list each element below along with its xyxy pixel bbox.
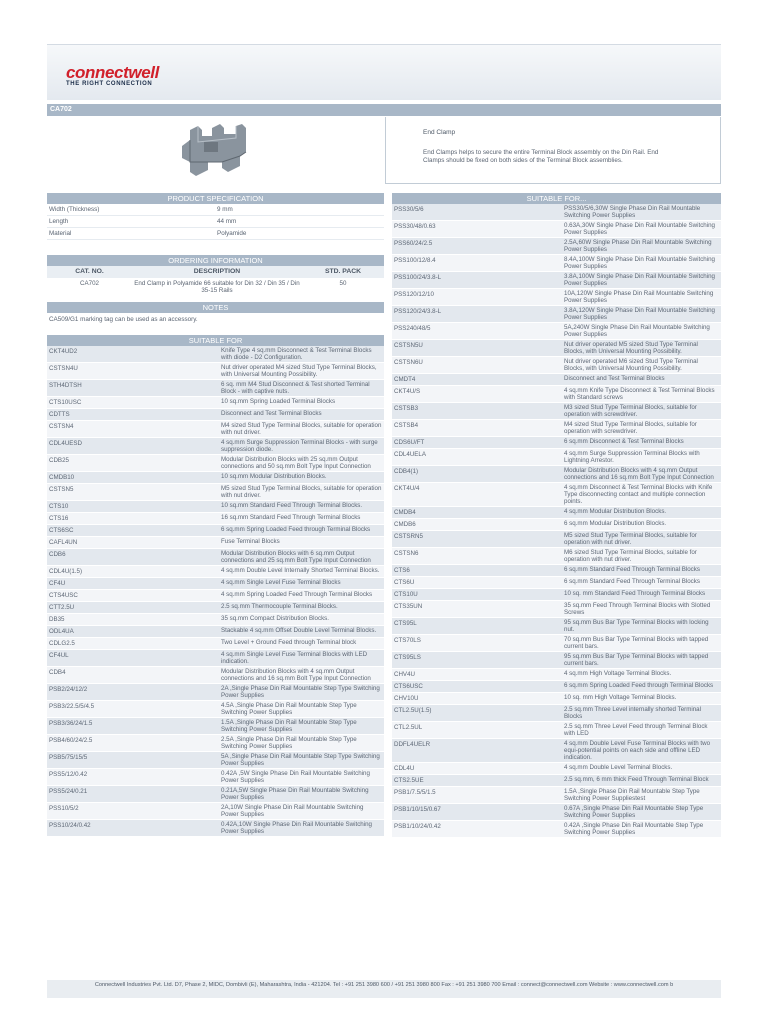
product-row: [392, 681, 721, 693]
product-description: 4 sq.mm Modular Distribution Blocks.: [564, 508, 667, 515]
product-code: CTT2.5U: [49, 604, 75, 611]
product-code: CSTSN5U: [394, 342, 423, 349]
col-std-pack: STD. PACK: [324, 268, 362, 275]
product-row: [47, 409, 384, 421]
product-description: 2A ,Single Phase Din Rail Mountable Step Type Switching Power Supplies: [221, 685, 380, 699]
product-row: [392, 221, 721, 238]
product-description: 0.42A ,Single Phase Din Rail Mountable Step Type Switching Power Supplies: [564, 822, 704, 836]
product-description: 10 sq.mm Modular Distribution Blocks.: [221, 473, 327, 480]
product-description: 6 sq.mm Spring Loaded Feed through Terminal Blocks: [564, 682, 714, 689]
product-description: 70 sq.mm Bus Bar Type Terminal Blocks with tapped current bars.: [564, 636, 709, 650]
product-description: 4 sq.mm Knife Type Disconnect & Test Terminal Blocks with Standard screws: [564, 387, 715, 401]
product-description: 4 sq.mm Surge Suppression Terminal Blocks - with surge suppression diode.: [221, 439, 378, 453]
product-description: Stackable 4 sq.mm Offset Double Level Terminal Blocks.: [221, 627, 377, 634]
product-row: [47, 614, 384, 626]
product-code: CDB6: [49, 551, 66, 558]
product-row: [47, 650, 384, 667]
ordering-heading: ORDERING INFORMATION: [47, 255, 384, 266]
product-code: CSTSB3: [394, 405, 419, 412]
product-row: [392, 340, 721, 357]
product-code: CTL2.5UL: [394, 724, 423, 731]
product-description: 3.8A,120W Single Phase Din Rail Mountable Switching Power Supplies: [564, 307, 715, 321]
product-row: [392, 548, 721, 565]
header-band: [47, 44, 721, 100]
product-row: [47, 667, 384, 684]
product-row: [392, 519, 721, 531]
product-code-bar: CA702: [47, 104, 721, 116]
product-row: [47, 701, 384, 718]
product-row: [392, 437, 721, 449]
product-title: End Clamp: [423, 129, 456, 136]
product-row: [392, 669, 721, 681]
product-code: CMDB6: [394, 521, 416, 528]
product-description: 4 sq.mm Single Level Fuse Terminal Blocks: [221, 579, 341, 586]
product-code: PSS60/24/2.5: [394, 240, 433, 247]
footer-contact: Connectwell Industries Pvt. Ltd. D7, Phase 2, MIDC, Dombivli (E), Maharashtra, India - 421204. Tel : +91 251 3980 600 / +91 251 3980 800 Fax : +91 251 3980 700 Email : connect@connectwell.com Website : www.connectwell.com b: [47, 980, 721, 998]
product-row: [47, 513, 384, 525]
product-code: CSTSN4U: [49, 365, 78, 372]
product-description: End Clamps helps to secure the entire Terminal Block assembly on the Din Rail. End Clamps should be fixed on both sides of the Terminal Block assemblies.: [423, 149, 659, 164]
product-code: CDS6U/FT: [394, 439, 425, 446]
product-code: CSTSB4: [394, 422, 419, 429]
left-column: [47, 193, 384, 837]
product-description: 5A ,Single Phase Din Rail Mountable Step Type Switching Power Supplies: [221, 753, 380, 767]
product-description: M5 sized Stud Type Terminal Blocks, suitable for operation with nut driver.: [221, 485, 382, 499]
product-description: Nut driver operated M5 sized Stud Type Terminal Blocks, with Universal Mounting Possibility.: [564, 341, 698, 355]
product-description: 4 sq.mm Double Level Fuse Terminal Blocks with two equi-potential points on each side and offline LED indication.: [564, 740, 711, 761]
product-code: CAFL4UN: [49, 539, 78, 546]
product-row: [392, 204, 721, 221]
product-row: [392, 466, 721, 483]
spec-label: Length: [49, 218, 69, 225]
product-description: 4.5A ,Single Phase Din Rail Mountable Step Type Switching Power Supplies: [221, 702, 357, 716]
product-description: M4 sized Stud Type Terminal Blocks, suitable for operation with screwdriver.: [564, 421, 697, 435]
product-code: CTS10USC: [49, 399, 82, 406]
product-row: [392, 601, 721, 618]
product-code: CDL4UELA: [394, 451, 426, 458]
suitable-for-heading: SUITABLE FOR: [47, 335, 384, 346]
product-description: PSS30/5/6,30W Single Phase Din Rail Mountable Switching Power Supplies: [564, 205, 701, 219]
product-row: [392, 531, 721, 548]
product-code: CDL4U: [394, 765, 415, 772]
product-row: [392, 483, 721, 507]
product-code: CTS6: [394, 567, 410, 574]
product-code: PSS30/48/0.63: [394, 223, 436, 230]
product-row: [392, 507, 721, 519]
product-description: 2.5 sq.mm Thermocouple Terminal Blocks.: [221, 603, 338, 610]
product-description: 4 sq.mm High Voltage Terminal Blocks.: [564, 670, 672, 677]
product-description: 16 sq.mm Standard Feed Through Terminal Blocks: [221, 514, 361, 521]
product-code: CTS6U: [394, 579, 415, 586]
product-row: [47, 803, 384, 820]
product-description: 10 sq.mm Spring Loaded Terminal Blocks: [221, 398, 336, 405]
product-row: [392, 804, 721, 821]
product-description: 5A,240W Single Phase Din Rail Mountable Switching Power Supplies: [564, 324, 710, 338]
product-code: CTS6USC: [394, 683, 423, 690]
product-row: [392, 565, 721, 577]
product-code: CTL2.5U(1.5): [394, 707, 432, 714]
product-description: Modular Distribution Blocks with 25 sq.mm Output connections and 50 sq.mm Bolt Type Input Connection: [221, 456, 371, 470]
end-clamp-image: [178, 122, 253, 178]
spec-row: [47, 216, 384, 228]
product-row: [392, 763, 721, 775]
product-description: 8.4A,100W Single Phase Din Rail Mountable Switching Power Supplies: [564, 256, 715, 270]
product-description: Nut driver operated M6 sized Stud Type Terminal Blocks, with Universal Mounting Possibility.: [564, 358, 698, 372]
suitable-for-table: [47, 346, 384, 837]
product-description: 2A,10W Single Phase Din Rail Mountable Switching Power Supplies: [221, 804, 364, 818]
product-row: [392, 589, 721, 601]
product-code: CTS2.5UE: [394, 777, 424, 784]
product-description: 6 sq.mm Disconnect & Test Terminal Blocks: [564, 438, 684, 445]
product-description: 35 sq.mm Compact Distribution Blocks.: [221, 615, 329, 622]
product-description: Modular Distribution Blocks with 4 sq.mm Output connections and 16 sq.mm Bolt Type Input Connection: [221, 668, 371, 682]
product-row: [47, 626, 384, 638]
product-row: [392, 821, 721, 838]
product-code: PSS240/48/5: [394, 325, 431, 332]
product-code: PSS100/24/3.8-L: [394, 274, 442, 281]
product-code: DB35: [49, 616, 65, 623]
product-description: M3 sized Stud Type Terminal Blocks, suitable for operation with screwdriver.: [564, 404, 697, 418]
product-row: [392, 374, 721, 386]
product-code: CF4UL: [49, 652, 69, 659]
product-code: CTS10U: [394, 591, 418, 598]
product-description: M6 sized Stud Type Terminal Blocks, suitable for operation with nut driver.: [564, 549, 697, 563]
ordering-std-pack: 50: [339, 280, 347, 287]
product-description: 6 sq.mm Standard Feed Through Terminal Blocks: [564, 566, 700, 573]
product-row: [47, 525, 384, 537]
spec-row: [47, 204, 384, 216]
suitable-for-cont-heading: SUITABLE FOR...: [392, 193, 721, 204]
brand-logo: connectwell: [66, 63, 159, 82]
product-code: PSB1/10/24/0.42: [394, 823, 441, 830]
spec-table: [47, 204, 384, 240]
product-description: 1.5A ,Single Phase Din Rail Mountable Step Type Switching Power Supplies: [221, 719, 357, 733]
product-row: [392, 652, 721, 669]
product-description: M4 sized Stud Type Terminal Blocks, suitable for operation with nut driver.: [221, 422, 382, 436]
product-code: CDL4UESD: [49, 440, 83, 447]
product-description: 0.67A ,Single Phase Din Rail Mountable Step Type Switching Power Supplies: [564, 805, 704, 819]
product-description-box: [385, 117, 721, 184]
product-code: CTS4USC: [49, 592, 78, 599]
product-code: CDB4(1): [394, 468, 419, 475]
product-code: PSB3/22.5/5/4.5: [49, 703, 95, 710]
product-row: [47, 718, 384, 735]
product-code: CTS35UN: [394, 603, 423, 610]
product-row: [47, 472, 384, 484]
product-code: CSTSRN5: [394, 533, 423, 540]
product-code: PSB4/60/24/2.5: [49, 737, 93, 744]
product-row: [392, 787, 721, 804]
ordering-cat-no: CA702: [80, 280, 99, 287]
product-code: CTS10: [49, 503, 69, 510]
ordering-description: End Clamp in Polyamide 66 suitable for Din 32 / Din 35 / Din 35-15 Rails: [134, 280, 300, 294]
product-code: CSTSN6U: [394, 359, 423, 366]
product-row: [392, 420, 721, 437]
product-description: Fuse Terminal Blocks: [221, 538, 280, 545]
suitable-for-cont-table: [392, 204, 721, 838]
brand-tagline: THE RIGHT CONNECTION: [66, 81, 153, 87]
product-code: CHV4U: [394, 671, 415, 678]
product-description: M5 sized Stud Type Terminal Blocks, suitable for operation with nut driver.: [564, 532, 697, 546]
product-row: [392, 238, 721, 255]
product-description: 1.5A ,Single Phase Din Rail Mountable Step Type Switching Power Suppliestest: [564, 788, 700, 802]
product-code: PSB1/7.5/5/1.5: [394, 789, 436, 796]
product-code: CSTSN4: [49, 423, 74, 430]
product-row: [392, 357, 721, 374]
product-row: [392, 693, 721, 705]
product-description: 2.5A ,Single Phase Din Rail Mountable Step Type Switching Power Supplies: [221, 736, 357, 750]
product-code: CTS6SC: [49, 527, 74, 534]
product-description: 95 sq.mm Bus Bar Type Terminal Blocks with tapped current bars.: [564, 653, 709, 667]
product-description: 35 sq.mm Feed Through Terminal Blocks with Slotted Screws: [564, 602, 711, 616]
product-row: [47, 537, 384, 549]
product-row: [392, 323, 721, 340]
product-code: CDLG2.5: [49, 640, 75, 647]
product-row: [47, 684, 384, 701]
product-code: CF4U: [49, 580, 66, 587]
product-description: 10 sq. mm Standard Feed Through Terminal Blocks: [564, 590, 706, 597]
product-code: DDFL4UELR: [394, 741, 431, 748]
product-row: [47, 578, 384, 590]
product-code: PSS30/5/6: [394, 206, 424, 213]
product-code: CSTSN5: [49, 486, 74, 493]
product-description: Disconnect and Test Terminal Blocks: [221, 410, 322, 417]
product-code: ODL4UA: [49, 628, 74, 635]
product-code: CMDB4: [394, 509, 416, 516]
product-row: [47, 346, 384, 363]
product-row: [392, 635, 721, 652]
product-code: PSB2/24/12/2: [49, 686, 88, 693]
product-description: Two Level + Ground Feed through Terminal block: [221, 639, 357, 646]
product-description: Knife Type 4 sq.mm Disconnect & Test Terminal Blocks with diode - D2 Configuration.: [221, 347, 372, 361]
product-description: 4 sq.mm Double Level Internally Shorted Terminal Blocks.: [221, 567, 380, 574]
ordering-header-row: [47, 266, 384, 278]
right-column: [392, 193, 721, 838]
col-cat-no: CAT. NO.: [75, 268, 104, 275]
spec-value: 44 mm: [217, 218, 237, 225]
product-description: 0.63A,30W Single Phase Din Rail Mountable Switching Power Supplies: [564, 222, 715, 236]
product-description: 10 sq.mm Standard Feed Through Terminal Blocks.: [221, 502, 363, 509]
product-code: CTS95L: [394, 620, 417, 627]
product-row: [392, 775, 721, 787]
product-row: [47, 501, 384, 513]
product-row: [392, 306, 721, 323]
product-description: 6 sq.mm Modular Distribution Blocks.: [564, 520, 667, 527]
product-row: [47, 484, 384, 501]
product-description: 0.42A,10W Single Phase Din Rail Mountable Switching Power Supplies: [221, 821, 372, 835]
product-code: PSS120/24/3.8-L: [394, 308, 442, 315]
product-row: [392, 289, 721, 306]
product-code: CTS95LS: [394, 654, 421, 661]
col-description: DESCRIPTION: [193, 268, 241, 275]
product-description: 0.42A ,5W Single Phase Din Rail Mountable Switching Power Supplies: [221, 770, 370, 784]
spec-row: [47, 228, 384, 240]
product-row: [47, 752, 384, 769]
product-code: STH4DTSH: [49, 382, 82, 389]
product-description: 2.5 sq.mm Three Level internally shorted Terminal Blocks: [564, 706, 701, 720]
product-code: CTS70LS: [394, 637, 421, 644]
product-row: [47, 769, 384, 786]
product-code: CMDB10: [49, 474, 75, 481]
product-description: 4 sq.mm Disconnect & Test Terminal Blocks with Knife Type disconnecting contact and multiple connection points.: [564, 484, 713, 505]
product-code: PSB3/36/24/1.5: [49, 720, 93, 727]
product-row: [47, 786, 384, 803]
product-description: 10A,120W Single Phase Din Rail Mountable Switching Power Supplies: [564, 290, 714, 304]
spec-heading: PRODUCT SPECIFICATION: [47, 193, 384, 204]
product-row: [47, 455, 384, 472]
product-description: 10 sq. mm High Voltage Terminal Blocks.: [564, 694, 677, 701]
product-description: 2.5 sq.mm Three Level Feed through Terminal Block with LED: [564, 723, 708, 737]
product-code: CSTSN6: [394, 550, 419, 557]
product-row: [47, 735, 384, 752]
product-row: [47, 397, 384, 409]
product-row: [392, 272, 721, 289]
product-code: CDTTS: [49, 411, 70, 418]
product-code: PSB5/75/15/5: [49, 754, 88, 761]
product-code: CKT4UD2: [49, 348, 78, 355]
product-row: [392, 449, 721, 466]
product-code: CDL4U(1.5): [49, 568, 83, 575]
product-row: [392, 403, 721, 420]
product-code: PSS5/12/0.42: [49, 771, 88, 778]
product-description: 4 sq.mm Spring Loaded Feed Through Terminal Blocks: [221, 591, 373, 598]
spec-label: Material: [49, 230, 72, 237]
product-description: 2.5 sq.mm, 6 mm thick Feed Through Terminal Block: [564, 776, 709, 783]
spec-value: 9 mm: [217, 206, 233, 213]
product-description: 3.8A,100W Single Phase Din Rail Mountable Switching Power Supplies: [564, 273, 715, 287]
product-row: [47, 549, 384, 566]
notes-text: CA509/G1 marking tag can be used as an accessory.: [49, 316, 198, 323]
product-description: 95 sq.mm Bus Bar Type Terminal Blocks with locking nut.: [564, 619, 709, 633]
product-description: 2.5A,60W Single Phase Din Rail Mountable Switching Power Supplies: [564, 239, 712, 253]
product-code: PSB1/10/15/0.67: [394, 806, 441, 813]
product-description: 4 sq.mm Single Level Fuse Terminal Blocks with LED indication.: [221, 651, 368, 665]
product-row: [392, 722, 721, 739]
product-row: [392, 739, 721, 763]
product-code: PSS120/12/10: [394, 291, 434, 298]
product-row: [47, 421, 384, 438]
product-description: Nut driver operated M4 sized Stud Type Terminal Blocks, with Universal Mounting Possibility.: [221, 364, 377, 378]
product-description: Disconnect and Test Terminal Blocks: [564, 375, 665, 382]
product-row: [392, 386, 721, 403]
product-description: 4 sq.mm Double Level Terminal Blocks.: [564, 764, 673, 771]
product-description: Modular Distribution Blocks with 4 sq.mm Output connections and 16 sq.mm Bolt Type Input Connection: [564, 467, 714, 481]
product-row: [47, 638, 384, 650]
product-row: [47, 438, 384, 455]
product-row: [392, 255, 721, 272]
product-description: 6 sq.mm Standard Feed Through Terminal Blocks: [564, 578, 700, 585]
product-code: CMDT4: [394, 376, 416, 383]
product-code: CDB4: [49, 669, 66, 676]
product-code: CTS16: [49, 515, 69, 522]
product-row: [47, 820, 384, 837]
product-code: CKT4U/S: [394, 388, 421, 395]
product-code: PSS10/24/0.42: [49, 822, 91, 829]
product-description: 0.21A,5W Single Phase Din Rail Mountable Switching Power Supplies: [221, 787, 369, 801]
product-code: PSS5/24/0.21: [49, 788, 88, 795]
notes-heading: NOTES: [47, 302, 384, 313]
product-code: CDB25: [49, 457, 69, 464]
ordering-row: [47, 278, 384, 300]
product-description: 4 sq.mm Surge Suppression Terminal Blocks with Lightning Arrestor.: [564, 450, 700, 464]
product-row: [47, 363, 384, 380]
product-description: 6 sq.mm Spring Loaded Feed through Terminal Blocks: [221, 526, 371, 533]
product-row: [47, 590, 384, 602]
product-code: CHV10U: [394, 695, 419, 702]
product-row: [392, 577, 721, 589]
spec-label: Width (Thickness): [49, 206, 100, 213]
product-code: CKT4U/4: [394, 485, 420, 492]
spec-value: Polyamide: [217, 230, 247, 237]
product-row: [392, 705, 721, 722]
product-code: PSS100/12/8.4: [394, 257, 436, 264]
product-code: PSS10/5/2: [49, 805, 79, 812]
product-row: [47, 380, 384, 397]
product-description: Modular Distribution Blocks with 6 sq.mm Output connections and 25 sq.mm Bolt Type Input Connection: [221, 550, 371, 564]
product-row: [47, 566, 384, 578]
product-description: 6 sq. mm M4 Stud Disconnect & Test shorted Terminal Block - with captive nuts.: [221, 381, 370, 395]
product-row: [47, 602, 384, 614]
product-row: [392, 618, 721, 635]
